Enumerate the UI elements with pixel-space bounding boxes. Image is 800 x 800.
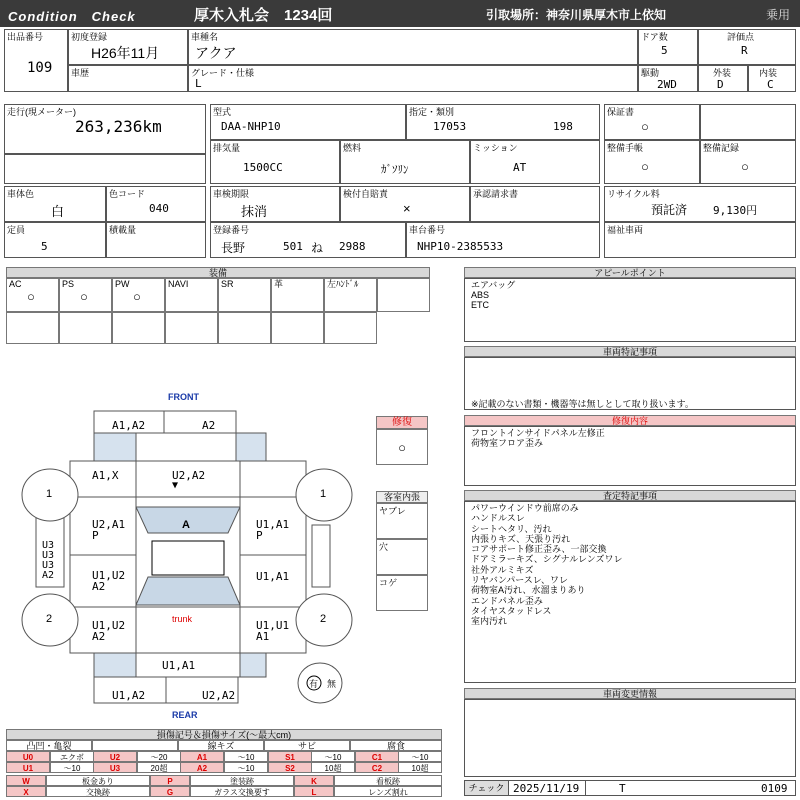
check-date: 2025/11/19 <box>513 782 580 795</box>
first-reg-box <box>68 29 188 65</box>
capacity: 5 <box>41 240 48 253</box>
interior-label: 内装 <box>759 68 778 78</box>
maint-book: ○ <box>641 159 649 174</box>
equip-value: ○ <box>27 289 35 304</box>
color: 白 <box>51 204 65 219</box>
legend-row2-cell: 〜10 <box>224 762 268 773</box>
mileage: 263,236km <box>75 117 162 136</box>
repair-content-body <box>464 426 796 486</box>
check-inspector: T <box>619 782 626 795</box>
yu-text: 無 <box>327 679 337 689</box>
model-code-box <box>210 104 406 140</box>
inspect-line-8: 荷物室A汚れ、水溜まりあり <box>471 585 586 596</box>
change-info-body <box>464 699 796 777</box>
repair-title: 修復 <box>376 416 428 429</box>
rear-bottom-left: U1,A2 <box>112 689 146 702</box>
equip-1 <box>59 278 112 312</box>
color-code-label: 色コード <box>109 189 146 199</box>
lot-no-label: 出品番号 <box>7 32 44 42</box>
equip-value: ○ <box>80 289 88 304</box>
welfare-box <box>604 222 796 258</box>
recycle-label: リサイクル料 <box>607 189 660 199</box>
chassis-box <box>406 222 600 258</box>
chassis: NHP10-2385533 <box>417 240 504 253</box>
yu-mark: 有 <box>309 679 319 689</box>
load-label: 積載量 <box>109 225 137 235</box>
equip-2 <box>112 278 165 312</box>
color-box <box>4 186 106 222</box>
legend-row1-cell: A1 <box>180 751 224 762</box>
equip-blank <box>59 312 112 344</box>
displacement: 1500CC <box>243 161 283 174</box>
appeal-line-2: ETC <box>471 300 489 310</box>
equip-blank <box>218 312 271 344</box>
appeal-body <box>464 278 796 342</box>
maint-record: ○ <box>741 159 749 174</box>
inspect-line-11: 室内汚れ <box>471 616 508 627</box>
legend-row1-cell: U2 <box>93 751 137 762</box>
exterior-box <box>698 65 748 92</box>
cabin-title: 客室内張 <box>376 491 428 503</box>
right-strip <box>312 525 330 587</box>
front-bumper-right <box>164 411 236 433</box>
capacity-label: 定員 <box>7 225 26 235</box>
check-code: 0109 <box>761 782 788 795</box>
reg-no-label: 登録番号 <box>213 225 250 235</box>
welfare-label: 福祉車両 <box>607 225 644 235</box>
equip-4 <box>218 278 271 312</box>
exterior-label: 外装 <box>713 68 732 78</box>
equip-value: ○ <box>133 289 141 304</box>
equip-blank <box>6 312 59 344</box>
model-name-label: 車種名 <box>191 32 219 42</box>
legend-row3-cell: K <box>294 775 334 786</box>
inspect-line-0: パワーウインドウ前席のみ <box>471 503 579 513</box>
category: 乗用 <box>766 8 791 22</box>
grade: L <box>195 77 202 90</box>
cabin-item-2: コゲ <box>376 575 428 611</box>
cabin-item-1: 穴 <box>376 539 428 575</box>
first-reg-label: 初度登録 <box>71 32 108 42</box>
hood-mark: ▼ <box>172 480 179 491</box>
legend <box>6 729 442 797</box>
class-no: 198 <box>553 120 573 133</box>
reg-num: 2988 <box>339 240 366 253</box>
rear-mid-text: U1,A1 <box>162 659 196 672</box>
front-top-left: A1,A2 <box>112 419 146 432</box>
header-title: Condition Check <box>8 9 136 24</box>
inspection-label: 車検期限 <box>213 189 250 199</box>
rear-corner-right <box>240 653 266 677</box>
reg-area: 長野 <box>221 241 246 255</box>
appeal-title: アピールポイント <box>464 267 796 278</box>
maint-book-label: 整備手帳 <box>607 143 644 153</box>
equip-extra <box>377 278 430 312</box>
displacement-box <box>210 140 340 184</box>
exterior: D <box>717 78 724 91</box>
legend-row4-cell: G <box>150 786 190 797</box>
legend-title: 損傷記号＆損傷サイズ(〜最大cm) <box>6 729 442 740</box>
lot-no-box <box>4 29 68 92</box>
drive: 2WD <box>657 78 677 91</box>
designation-box <box>406 104 600 140</box>
appeal-line-1: ABS <box>471 290 490 300</box>
legend-col-scratch: 線キズ <box>178 740 264 751</box>
approval-label: 承認請求書 <box>473 189 519 199</box>
legend-row1-cell: 〜10 <box>398 751 442 762</box>
insurance-box <box>340 186 470 222</box>
history-box <box>68 65 188 92</box>
legend-row1-cell: 〜20 <box>137 751 181 762</box>
legend-row4-cell: レンズ割れ <box>334 786 442 797</box>
cabin-item-0: ヤブレ <box>376 503 428 539</box>
repair-content-line-1: 荷物室フロア歪み <box>471 438 544 448</box>
inspect-line-6: 社外アルミキズ <box>471 564 534 575</box>
legend-row1-cell: U0 <box>6 751 50 762</box>
designation: 17053 <box>433 120 467 133</box>
maint-record-box <box>700 140 796 184</box>
score: R <box>741 44 748 57</box>
equipment-title: 装備 <box>6 267 430 278</box>
front-corner-r <box>236 433 266 461</box>
inspect-line-3: 内張りキズ、天張り汚れ <box>471 533 571 544</box>
legend-row4-cell: 交換跡 <box>46 786 150 797</box>
legend-row3-cell: P <box>150 775 190 786</box>
inspect-line-9: エンドパネル歪み <box>471 595 543 606</box>
displacement-label: 排気量 <box>213 143 241 153</box>
appeal-line-0: エアバッグ <box>471 280 516 290</box>
equip-blank <box>165 312 218 344</box>
mission-box <box>470 140 600 184</box>
legend-row2-cell: U1 <box>6 762 50 773</box>
reg-class: 501 <box>283 240 303 253</box>
color-code-box <box>106 186 206 222</box>
auction-name: 厚木入札会 1234回 <box>194 7 333 24</box>
recycle-fee: 9,130円 <box>713 204 758 217</box>
first-reg: H26年11月 <box>91 45 160 61</box>
warranty-blank <box>700 104 796 140</box>
fuel-label: 燃料 <box>343 143 362 153</box>
equip-label: SR <box>221 279 234 289</box>
fender-rr-text: U1,U1 A1 <box>256 619 290 643</box>
drive-label: 駆動 <box>641 68 660 78</box>
legend-row3-cell: 板金あり <box>46 775 150 786</box>
maint-book-box <box>604 140 700 184</box>
model-code-label: 型式 <box>213 107 232 117</box>
door-fl-text: U2,A1 P <box>92 518 126 542</box>
inspect-line-1: ハンドルスレ <box>471 513 525 524</box>
insurance-label: 検付自賠責 <box>343 189 389 199</box>
interior-box <box>748 65 796 92</box>
door-rl-text: U1,U2 A2 <box>92 569 126 593</box>
inspection-box <box>210 186 340 222</box>
model-name-box <box>188 29 638 65</box>
equip-0 <box>6 278 59 312</box>
inspect-line-7: リヤバンパースレ、ワレ <box>471 575 569 586</box>
equip-blank <box>271 312 324 344</box>
header-bar <box>0 0 800 27</box>
legend-row2-cell: 〜10 <box>50 762 94 773</box>
recycle-status: 預託済 <box>651 203 688 217</box>
legend-col-rust: サビ <box>264 740 350 751</box>
inspect-notes-title: 査定特記事項 <box>464 490 796 501</box>
history-label: 車歴 <box>71 68 90 78</box>
check-row <box>464 780 796 796</box>
mission: AT <box>513 161 527 174</box>
trunk-label: trunk <box>172 614 193 624</box>
warranty-box <box>604 104 700 140</box>
mileage-box <box>4 104 206 154</box>
warranty: ○ <box>641 119 649 134</box>
wheel-rr-text: 2 <box>320 613 327 625</box>
color-code: 040 <box>149 202 169 215</box>
equip-label: PW <box>115 279 130 289</box>
roof-inner <box>152 541 224 575</box>
score-box <box>698 29 796 65</box>
wheel-fl-text: 1 <box>46 488 53 500</box>
hood-left: A1,X <box>92 469 119 482</box>
legend-col-blank <box>92 740 178 751</box>
hood-right: U2,A2 <box>172 469 206 482</box>
rear-corner-left <box>94 653 136 677</box>
rear-label: REAR <box>172 710 198 720</box>
reg-no-box <box>210 222 406 258</box>
front-corner-left <box>94 433 136 461</box>
reg-kana: ね <box>311 241 324 255</box>
wheel-rl-text: 2 <box>46 613 53 625</box>
repair-content-line-0: フロントインサイドパネル左修正 <box>471 428 605 438</box>
inspect-line-4: コアサポート修正歪み、一部交換 <box>471 544 607 555</box>
pickup-location: 引取場所：神奈川県厚木市上依知 <box>486 8 667 22</box>
rear-window <box>136 577 240 605</box>
legend-col-corrosion: 腐食 <box>350 740 442 751</box>
equip-label: 左ﾊﾝﾄﾞﾙ <box>327 279 359 289</box>
center-mark: A <box>182 519 190 531</box>
drive-box <box>638 65 698 92</box>
change-info-title: 車両変更情報 <box>464 688 796 699</box>
mission-label: ミッション <box>473 143 518 153</box>
equip-3 <box>165 278 218 312</box>
equip-label: AC <box>9 279 22 289</box>
insurance: × <box>403 201 411 216</box>
legend-row4-cell: ガラス交換要す <box>190 786 294 797</box>
mileage-label: 走行(現メーター) <box>7 107 76 117</box>
equip-label: NAVI <box>168 279 189 289</box>
inspection: 抹消 <box>241 204 268 219</box>
legend-row3-cell: 看板跡 <box>334 775 442 786</box>
mileage-blank <box>4 154 206 184</box>
equip-blank <box>324 312 377 344</box>
notes-title: 車両特記事項 <box>464 346 796 357</box>
inspect-line-2: シートヘタリ、汚れ <box>471 523 552 534</box>
inspect-notes-body <box>464 501 796 683</box>
notes-text: ※記載のない書類・機器等は無しとして取り扱います。 <box>471 399 694 409</box>
notes-body <box>464 357 796 410</box>
legend-row4-cell: X <box>6 786 46 797</box>
fuel: ｶﾞｿﾘﾝ <box>381 163 409 176</box>
color-label: 車体色 <box>7 189 35 199</box>
legend-row3-cell: W <box>6 775 46 786</box>
wheel-fr-text: 1 <box>320 488 327 500</box>
approval-box <box>470 186 600 222</box>
legend-row2-cell: A2 <box>180 762 224 773</box>
model-code: DAA-NHP10 <box>221 120 281 133</box>
legend-row2-cell: 20超 <box>137 762 181 773</box>
model-name: アクア <box>195 45 237 61</box>
legend-row2-cell: U3 <box>93 762 137 773</box>
rear-bottom-right: U2,A2 <box>202 689 236 702</box>
legend-col-dent: 凸凹・亀裂 <box>6 740 92 751</box>
grade-box <box>188 65 638 92</box>
recycle-box <box>604 186 796 222</box>
door-fr-text: U1,A1 P <box>256 518 290 542</box>
interior: C <box>767 78 774 91</box>
designation-label: 指定・類別 <box>409 107 455 117</box>
equip-label: 革 <box>274 279 284 289</box>
grade-label: グレード・仕様 <box>191 68 255 78</box>
score-label: 評価点 <box>727 32 755 42</box>
legend-row2-cell: 10超 <box>398 762 442 773</box>
inspect-line-10: タイヤスタッドレス <box>471 605 552 616</box>
repair-content-title: 修復内容 <box>464 415 796 426</box>
legend-row1-cell: 〜10 <box>224 751 268 762</box>
legend-row2-cell: 10超 <box>311 762 355 773</box>
capacity-box <box>4 222 106 258</box>
inspect-line-5: ドアミラーキズ、シグナルレンズワレ <box>471 554 623 565</box>
equip-blank <box>112 312 165 344</box>
legend-row2-cell: S2 <box>268 762 312 773</box>
doors-label: ドア数 <box>641 32 668 42</box>
repair-value: ○ <box>376 429 428 465</box>
equip-5 <box>271 278 324 312</box>
doors-box <box>638 29 698 65</box>
legend-row3-cell: 塗装跡 <box>190 775 294 786</box>
chassis-label: 車台番号 <box>409 225 446 235</box>
legend-row1-cell: 〜10 <box>311 751 355 762</box>
maint-record-label: 整備記録 <box>703 143 740 153</box>
legend-row4-cell: L <box>294 786 334 797</box>
front-top-right: A2 <box>202 419 216 432</box>
load-box <box>106 222 206 258</box>
equip-6 <box>324 278 377 312</box>
legend-row1-cell: C1 <box>355 751 399 762</box>
legend-row1-cell: エクボ <box>50 751 94 762</box>
check-label: チェック <box>465 781 509 795</box>
front-label: FRONT <box>168 392 199 402</box>
legend-row1-cell: S1 <box>268 751 312 762</box>
fuel-box <box>340 140 470 184</box>
door-rr-text: U1,A1 <box>256 570 290 583</box>
car-diagram <box>0 385 440 725</box>
warranty-label: 保証書 <box>607 107 635 117</box>
equip-label: PS <box>62 279 75 289</box>
lot-no: 109 <box>27 60 53 76</box>
fender-rl-text: U1,U2 A2 <box>92 619 126 643</box>
legend-row2-cell: C2 <box>355 762 399 773</box>
doors: 5 <box>661 44 668 57</box>
left-strip-text: U3 U3 U3 A2 <box>42 540 55 581</box>
